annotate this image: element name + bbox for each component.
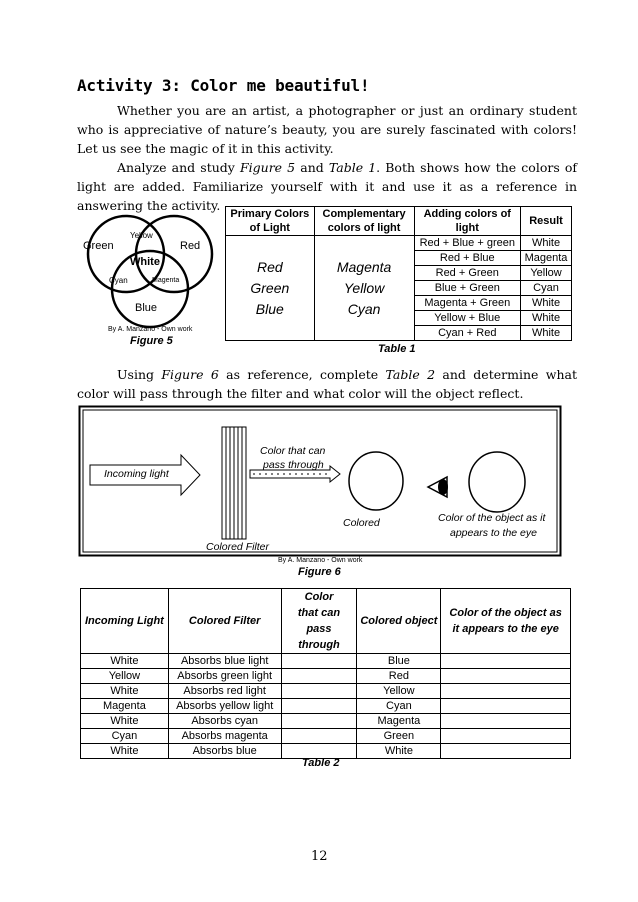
t1-primary-red: Red	[256, 258, 283, 275]
p2-a: Analyze and study	[117, 160, 240, 175]
p3-table-ref: Table 2	[385, 367, 436, 382]
t2-appears-cell[interactable]	[441, 654, 571, 669]
figure6-caption: Figure 6	[298, 566, 341, 578]
p2-figure-ref: Figure 5	[239, 160, 296, 175]
t2-header-incoming: Incoming Light	[81, 589, 169, 654]
venn-yellow-label: Yellow	[130, 231, 153, 240]
figure5-credit: By A. Manzano - Own work	[108, 326, 193, 333]
perceived-object-circle	[469, 452, 525, 512]
t2-object-cell: Yellow	[357, 684, 441, 699]
t2-pass-cell[interactable]	[281, 654, 357, 669]
p2-b: and	[295, 160, 329, 175]
table1-caption: Table 1	[378, 343, 416, 355]
t1-result-cell: White	[521, 326, 572, 341]
activity-heading: Activity 3: Color me beautiful!	[77, 76, 370, 95]
pass-through-label-1: Color that can	[260, 445, 326, 457]
t1-adding-cell: Magenta + Green	[414, 296, 521, 311]
t1-result-cell: White	[521, 236, 572, 251]
t2-filter-cell: Absorbs yellow light	[168, 699, 281, 714]
colored-label: Colored	[343, 517, 380, 529]
t1-adding-cell: Red + Blue	[414, 251, 521, 266]
p2-c: . Both shows how the colors of light are added. Familiarize yourself with it and use it as a reference in answering the activity.	[77, 160, 578, 213]
t2-appears-cell[interactable]	[441, 714, 571, 729]
p2-table-ref: Table 1	[328, 160, 377, 175]
t1-primary-colors-cell	[226, 236, 315, 341]
t2-appears-cell[interactable]	[441, 729, 571, 744]
t2-pass-cell[interactable]	[281, 669, 357, 684]
table-row	[81, 699, 571, 714]
t1-result-cell: White	[521, 296, 572, 311]
t2-header-object: Colored object	[357, 589, 441, 654]
page-number: 12	[311, 849, 328, 864]
figure5-caption: Figure 5	[130, 335, 173, 347]
t2-incoming-cell: Magenta	[81, 699, 169, 714]
table1	[225, 206, 572, 341]
figure6-credit: By A. Manzano - Own work	[278, 557, 363, 564]
venn-cyan-label: Cyan	[109, 276, 128, 285]
t2-incoming-cell: White	[81, 684, 169, 699]
t1-header-primary: Primary Colors of Light	[226, 207, 315, 236]
figure6-instruction-paragraph	[77, 365, 577, 403]
t1-adding-cell: Red + Blue + green	[414, 236, 521, 251]
t1-adding-cell: Yellow + Blue	[414, 311, 521, 326]
appears-label-2: appears to the eye	[450, 527, 537, 539]
table2-caption: Table 2	[302, 757, 340, 769]
t1-result-cell: Magenta	[521, 251, 572, 266]
t2-header-appears: Color of the object as it appears to the eye	[441, 589, 571, 654]
pass-through-label-2: pass through	[263, 459, 324, 471]
t2-object-cell: Red	[357, 669, 441, 684]
t2-header-filter: Colored Filter	[168, 589, 281, 654]
t2-filter-cell: Absorbs blue	[168, 744, 281, 759]
t2-appears-cell[interactable]	[441, 669, 571, 684]
t1-adding-cell: Red + Green	[414, 266, 521, 281]
t1-comp-cyan: Cyan	[347, 300, 381, 317]
colored-filter-block	[222, 427, 246, 539]
table2	[80, 588, 571, 759]
t2-header-pass: Color that can pass through	[281, 589, 357, 654]
venn-magenta-label: Magenta	[152, 277, 180, 284]
table-row	[81, 714, 571, 729]
t2-object-cell: Blue	[357, 654, 441, 669]
figure5-venn-diagram	[78, 206, 223, 334]
t1-primary-green: Green	[250, 279, 290, 296]
table-row	[81, 669, 571, 684]
venn-blue-label: Blue	[135, 302, 158, 314]
t1-comp-magenta: Magenta	[336, 258, 392, 275]
venn-green-label: Green	[83, 240, 114, 252]
t2-filter-cell: Absorbs cyan	[168, 714, 281, 729]
t2-pass-cell[interactable]	[281, 699, 357, 714]
incoming-light-label: Incoming light	[104, 468, 169, 480]
t1-adding-cell: Blue + Green	[414, 281, 521, 296]
t2-incoming-cell: Cyan	[81, 729, 169, 744]
venn-white-label: White	[130, 256, 160, 268]
t2-incoming-cell: Yellow	[81, 669, 169, 684]
t1-adding-cell: Cyan + Red	[414, 326, 521, 341]
t2-filter-cell: Absorbs red light	[168, 684, 281, 699]
t2-appears-cell[interactable]	[441, 684, 571, 699]
t1-header-complementary: Complementary colors of light	[314, 207, 414, 236]
t2-incoming-cell: White	[81, 654, 169, 669]
t2-filter-cell: Absorbs magenta	[168, 729, 281, 744]
t2-filter-cell: Absorbs green light	[168, 669, 281, 684]
t1-primary-blue: Blue	[255, 300, 284, 317]
table-row	[226, 236, 572, 251]
t2-pass-cell[interactable]	[281, 714, 357, 729]
t2-appears-cell[interactable]	[441, 744, 571, 759]
t2-object-cell: Green	[357, 729, 441, 744]
colored-object-circle	[349, 452, 403, 510]
eye-icon	[428, 477, 448, 497]
table-row	[81, 729, 571, 744]
t2-object-cell: White	[357, 744, 441, 759]
t2-incoming-cell: White	[81, 744, 169, 759]
intro-text: Whether you are an artist, a photographer or just an ordinary student who is appreciative of nature’s beauty, you are surely fascinated with colors! Let us see the magic of it in this activity.	[77, 103, 577, 156]
t2-pass-cell[interactable]	[281, 729, 357, 744]
p3-c: and determine what color will pass through the filter and what color will the object reflect.	[77, 367, 577, 401]
t1-complementary-colors-cell	[314, 236, 414, 341]
t2-appears-cell[interactable]	[441, 699, 571, 714]
colored-filter-label: Colored Filter	[206, 541, 270, 553]
t1-result-cell: White	[521, 311, 572, 326]
t1-header-result: Result	[521, 207, 572, 236]
p3-figure-ref: Figure 6	[161, 367, 219, 382]
table-row	[81, 684, 571, 699]
t2-pass-cell[interactable]	[281, 684, 357, 699]
t2-object-cell: Cyan	[357, 699, 441, 714]
t2-object-cell: Magenta	[357, 714, 441, 729]
venn-red-label: Red	[180, 240, 201, 252]
t2-incoming-cell: White	[81, 714, 169, 729]
table-row	[81, 654, 571, 669]
t1-header-adding: Adding colors of light	[414, 207, 521, 236]
t1-comp-yellow: Yellow	[343, 279, 385, 296]
intro-paragraph	[77, 101, 577, 158]
p3-a: Using	[117, 367, 162, 382]
t1-result-cell: Cyan	[521, 281, 572, 296]
t1-result-cell: Yellow	[521, 266, 572, 281]
appears-label-1: Color of the object as it	[438, 512, 546, 524]
t2-filter-cell: Absorbs blue light	[168, 654, 281, 669]
p3-b: as reference, complete	[218, 367, 386, 382]
